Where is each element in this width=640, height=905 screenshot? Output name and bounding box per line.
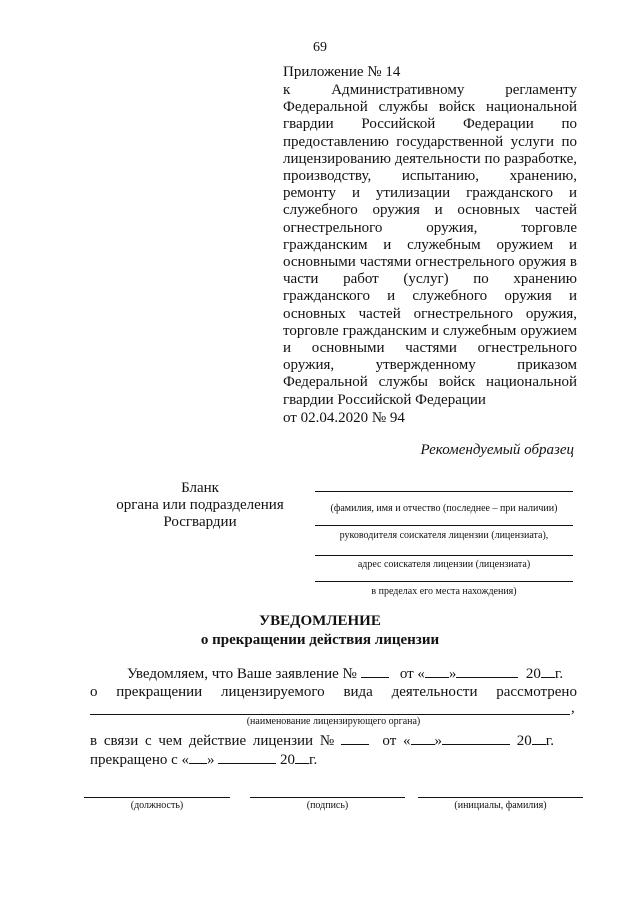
month-blank[interactable] — [456, 665, 518, 678]
year-blank[interactable] — [295, 751, 309, 764]
position-signature-line[interactable] — [84, 797, 230, 798]
appendix-line: основных частей огнестрельного оружия, — [283, 305, 577, 322]
recipient-address-caption: адрес соискателя лицензии (лицензиата) — [357, 559, 531, 570]
licensing-organ-caption: (наименование лицензирующего органа) — [246, 716, 421, 727]
year-prefix: 20 — [525, 666, 541, 682]
recipient-name-caption: (фамилия, имя и отчество (последнее – при наличии) — [330, 503, 558, 514]
blank-label: органа или подразделения — [116, 497, 284, 513]
blank-label: Бланк — [181, 480, 219, 496]
recipient-field-line — [315, 581, 573, 582]
appendix-line: предоставлению государственной услуги по — [283, 133, 577, 150]
notification-title: УВЕДОМЛЕНИЕ — [259, 613, 381, 629]
appendix-line: основными частями огнестрельного оружия в — [283, 254, 577, 270]
application-number-blank[interactable] — [361, 665, 389, 678]
statement-text: Уведомляем, что Ваше заявление № — [127, 666, 357, 682]
body-line-4 — [90, 751, 317, 769]
month-blank[interactable] — [218, 751, 276, 764]
signature-line[interactable] — [250, 797, 405, 798]
from-label: от « — [399, 666, 425, 682]
terminated-text: прекращено с « — [90, 752, 190, 768]
quote-close: » — [434, 733, 443, 749]
body-line-1 — [127, 665, 563, 683]
word: деятельности — [391, 684, 478, 700]
appendix-line: к Административному регламенту — [283, 82, 577, 98]
name-signature-line[interactable] — [418, 797, 583, 798]
word: лицензируемого — [220, 684, 325, 700]
recipient-field-line — [315, 525, 573, 526]
appendix-line: гражданского и служебного оружия и — [283, 288, 577, 305]
appendix-line: гражданским и служебным оружием и — [283, 236, 577, 253]
word: о — [90, 684, 98, 700]
recipient-position-caption: руководителя соискателя лицензии (лицензиата), — [339, 530, 549, 541]
appendix-line: Федеральной службы войск национальной — [283, 374, 577, 391]
body-line-3 — [90, 732, 554, 750]
license-text: в связи с чем действие лицензии № — [90, 733, 335, 749]
blank-label: Росгвардии — [163, 514, 237, 530]
appendix-line: от 02.04.2020 № 94 — [283, 410, 405, 426]
recipient-location-caption: в пределах его места нахождения) — [371, 586, 517, 597]
appendix-line: огнестрельного оружия, торговле — [283, 219, 577, 236]
appendix-line: ремонту и утилизации гражданского и — [283, 185, 577, 202]
initials-caption: (инициалы, фамилия) — [454, 800, 547, 811]
day-blank[interactable] — [425, 665, 449, 678]
license-number-blank[interactable] — [341, 732, 369, 745]
page-number: 69 — [313, 40, 327, 55]
appendix-line: производству, испытанию, хранению, — [283, 168, 577, 184]
body-line-2 — [90, 684, 577, 701]
year-blank[interactable] — [532, 732, 546, 745]
appendix-title: Приложение № 14 — [283, 64, 401, 80]
day-blank[interactable] — [189, 751, 207, 764]
licensing-organ-line[interactable] — [90, 714, 570, 715]
recipient-field-line — [315, 491, 573, 492]
organ-comma: , — [571, 700, 575, 716]
day-blank[interactable] — [411, 732, 435, 745]
from-label: от « — [382, 733, 411, 749]
quote-close: » — [448, 666, 457, 682]
year-blank[interactable] — [541, 665, 555, 678]
signature-caption: (подпись) — [306, 800, 349, 811]
appendix-line: Федеральной службы войск национальной — [283, 99, 577, 116]
appendix-line: гвардии Российской Федерации — [283, 392, 486, 408]
month-blank[interactable] — [442, 732, 510, 745]
appendix-line: гвардии Российской Федерации по — [283, 116, 577, 133]
quote-close: » — [207, 752, 215, 768]
notification-subtitle: о прекращении действия лицензии — [200, 632, 440, 648]
appendix-line: и основными частями огнестрельного — [283, 340, 577, 356]
recipient-field-line — [315, 555, 573, 556]
year-prefix: 20 — [280, 752, 296, 768]
position-caption: (должность) — [130, 800, 184, 811]
word: рассмотрено — [496, 684, 577, 700]
appendix-line: служебного оружия и основных частей — [283, 202, 577, 219]
year-suffix: г. — [309, 752, 318, 768]
year-suffix: г. — [554, 666, 564, 682]
recommended-sample-label: Рекомендуемый образец — [420, 442, 574, 458]
appendix-line: оружия, утвержденному приказом — [283, 357, 577, 374]
appendix-line: части работ (услуг) по хранению — [283, 271, 577, 288]
year-suffix: г. — [545, 733, 554, 749]
appendix-line: лицензированию деятельности по разработке, — [283, 150, 577, 167]
word: прекращении — [116, 684, 203, 700]
word: вида — [343, 684, 373, 700]
year-prefix: 20 — [516, 733, 532, 749]
appendix-line: торговле гражданским и служебным оружием — [283, 322, 577, 339]
